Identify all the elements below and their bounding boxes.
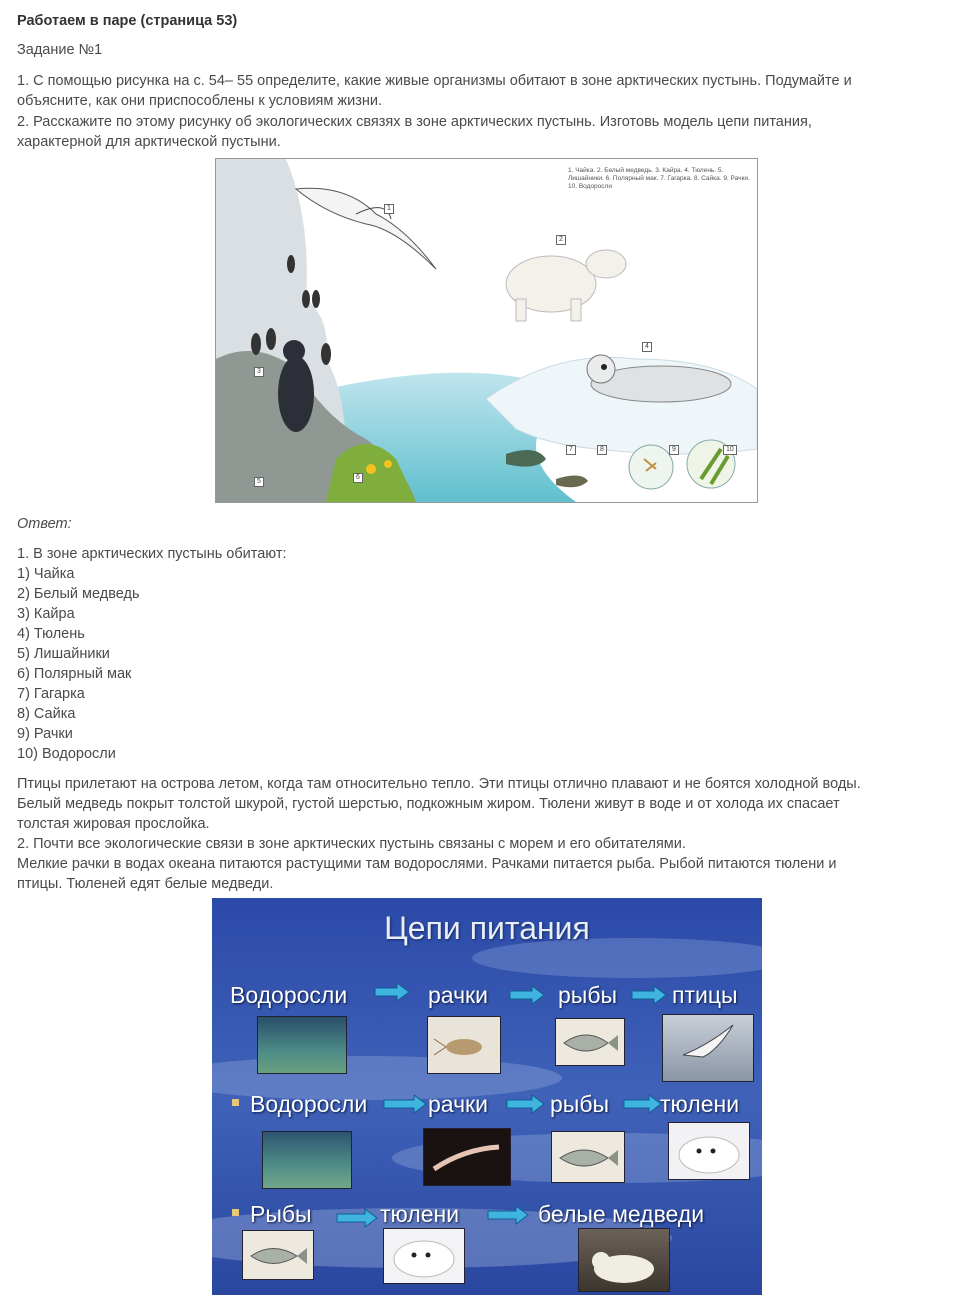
figure-label: 10 (723, 445, 737, 455)
question-2-line-1: 2. Расскажите по этому рисунку об экологических связях в зоне арктических пустынь. Изготовь модель цепи питания, (17, 114, 812, 130)
chain1-item: Водоросли (230, 982, 348, 1008)
figure-label: 7 (566, 445, 576, 455)
question-2-line-2: характерной для арктической пустыни. (17, 134, 281, 150)
chain2-item: рыбы (550, 1091, 610, 1117)
answer-p2-line-2: Мелкие рачки в водах океана питаются растущими там водорослями. Рачками питается рыба. Рыбой питаются тюлени и (17, 856, 837, 872)
chain3-item: тюлени (380, 1201, 460, 1227)
polar-bear-icon (506, 250, 626, 321)
seal-pup-photo (668, 1122, 750, 1180)
answer-p2-line-3: птицы. Тюленей едят белые медведи. (17, 876, 274, 892)
slide-title: Цепи питания (384, 910, 590, 946)
algae-photo (262, 1131, 352, 1189)
list-item: 6) Полярный мак (17, 666, 132, 682)
answer-paragraph-2 (17, 834, 957, 894)
species-list (17, 544, 287, 764)
page-title: Работаем в паре (страница 53) (17, 13, 238, 29)
question-1-line-1: 1. С помощью рисунка на с. 54– 55 определите, какие живые организмы обитают в зоне арктических пустынь. Подумайте и (17, 73, 852, 89)
list-item: 3) Кайра (17, 606, 75, 622)
task-heading: Задание №1 (17, 42, 103, 58)
chain2-item: рачки (428, 1091, 488, 1117)
list-item: 9) Рачки (17, 726, 73, 742)
food-chain-slide (212, 898, 762, 1295)
answer-p1-line-2: Белый медведь покрыт толстой шкурой, густой шерстью, подкожным жиром. Тюлени живут в воде и от холода их спасает (17, 796, 840, 812)
answer-p1-line-1: Птицы прилетают на острова летом, когда там относительно тепло. Эти птицы отлично плавают и не боятся холодной воды. (17, 776, 861, 792)
chain3-item: Рыбы (250, 1201, 312, 1227)
bullet (232, 1209, 239, 1216)
list-item: 8) Сайка (17, 706, 76, 722)
tern-photo (662, 1014, 754, 1082)
answer-p1-line-3: толстая жировая прослойка. (17, 816, 210, 832)
chain2-item: Водоросли (250, 1091, 368, 1117)
list-item: 1) Чайка (17, 566, 75, 582)
list-item: 2) Белый медведь (17, 586, 140, 602)
chain2-item: тюлени (660, 1091, 740, 1117)
question-1 (17, 71, 957, 111)
question-1-line-2: объясните, как они приспособлены к условиям жизни. (17, 93, 382, 109)
list-item: 5) Лишайники (17, 646, 110, 662)
figure-label: 8 (597, 445, 607, 455)
list-item: 7) Гагарка (17, 686, 85, 702)
figure-label: 4 (642, 342, 652, 352)
crustacean-photo (427, 1016, 501, 1074)
list-item: 10) Водоросли (17, 746, 116, 762)
figure-label: 9 (669, 445, 679, 455)
answer-p2-line-1: 2. Почти все экологические связи в зоне арктических пустынь связаны с морем и его обитателями. (17, 836, 686, 852)
seal-pup-photo (383, 1228, 465, 1284)
figure-legend: 1. Чайка. 2. Белый медведь. 3. Кайра. 4. Тюлень. 5. Лишайники. 6. Полярный мак. 7. Гагарка. 8. Сайка. 9. Рачки. 10. Водоросли (568, 167, 750, 190)
chain1-item: рыбы (558, 982, 618, 1008)
chain1-item: рачки (428, 982, 488, 1008)
list-item: 4) Тюлень (17, 626, 85, 642)
answer-paragraph-1 (17, 774, 957, 834)
chain1-item: птицы (672, 982, 738, 1008)
fish-photo (551, 1131, 625, 1183)
list-intro: 1. В зоне арктических пустынь обитают: (17, 546, 287, 562)
algae-photo (257, 1016, 347, 1074)
polar-bear-photo (578, 1228, 670, 1292)
krill-photo (423, 1128, 511, 1186)
figure-label: 6 (353, 473, 363, 483)
fish-photo (555, 1018, 625, 1066)
figure-label: 5 (254, 477, 264, 487)
answer-label: Ответ: (17, 516, 72, 532)
arctic-illustration (215, 158, 758, 503)
chain3-item: белые медведи (538, 1201, 705, 1227)
seagull-icon (296, 188, 436, 269)
figure-label: 3 (254, 367, 264, 377)
question-2 (17, 112, 957, 152)
figure-label: 2 (556, 235, 566, 245)
bullet (232, 1099, 239, 1106)
figure-label: 1 (384, 204, 394, 214)
fish-photo (242, 1230, 314, 1280)
